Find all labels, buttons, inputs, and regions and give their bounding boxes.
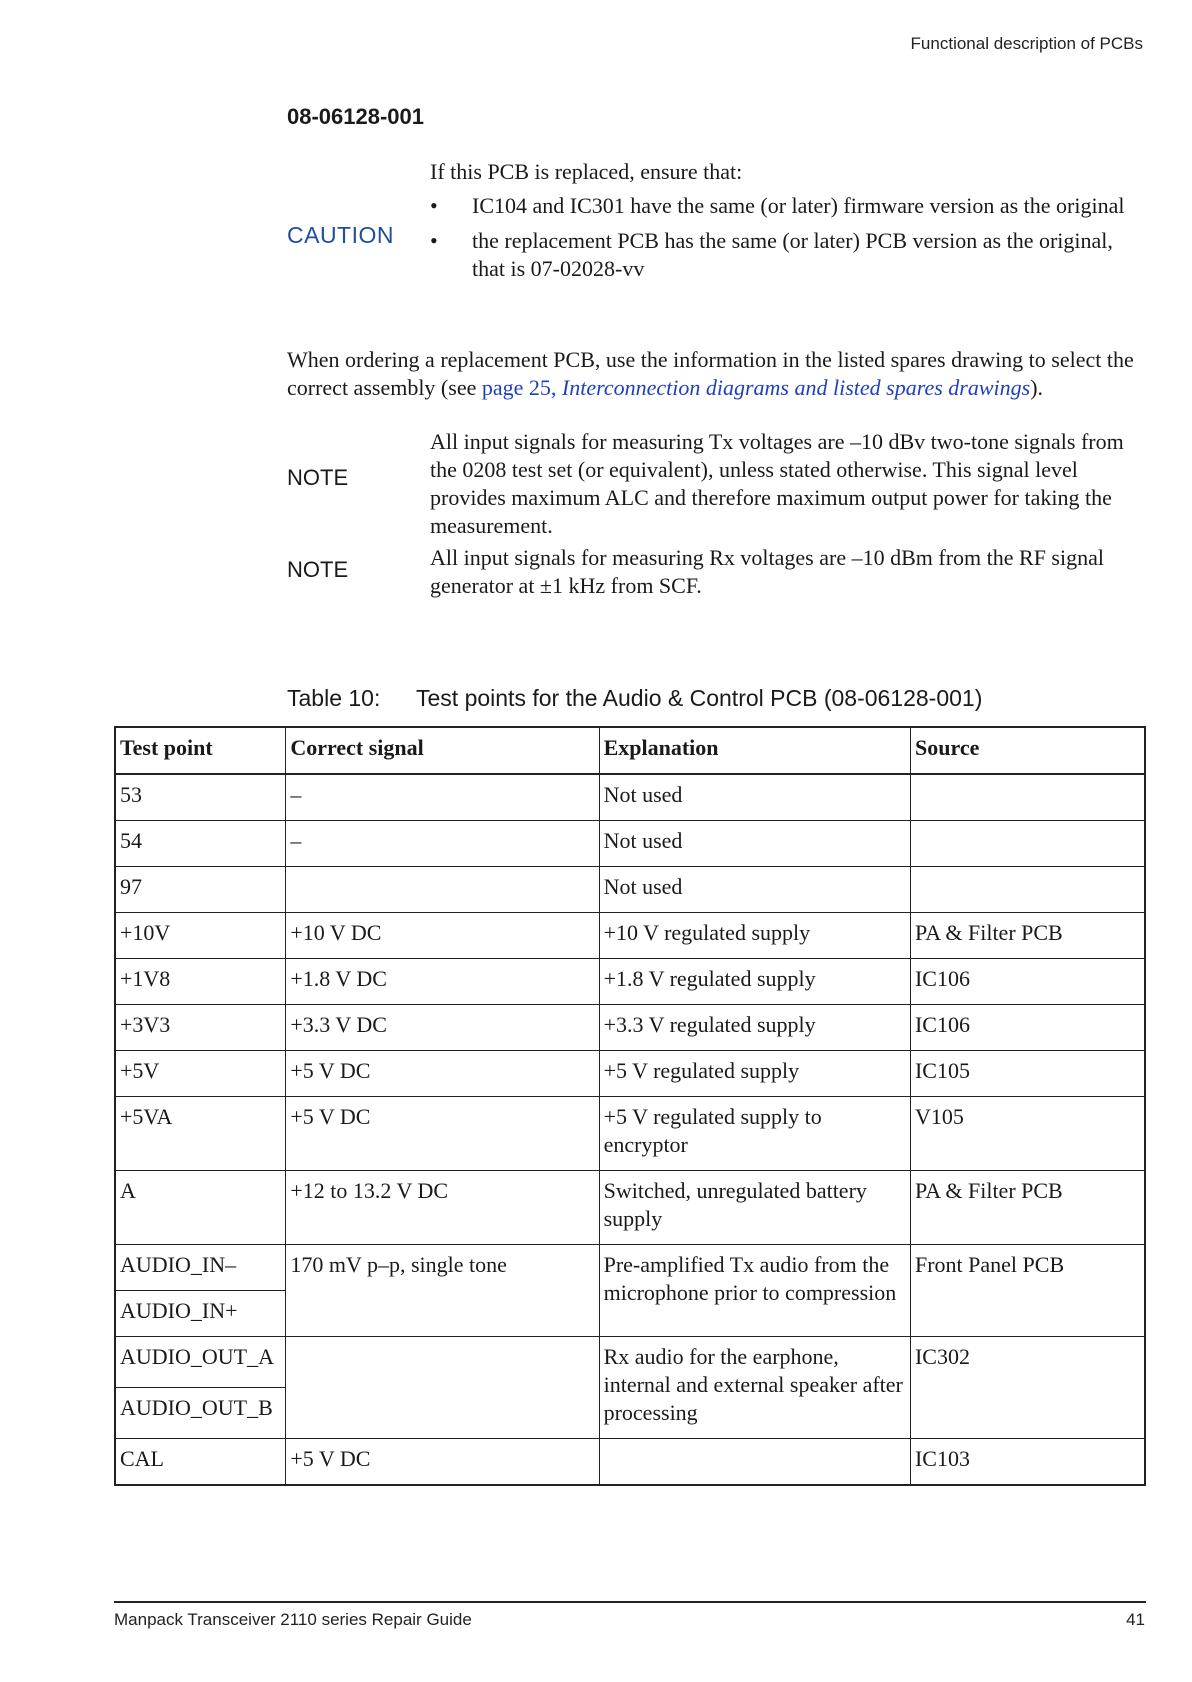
table-row [115,1245,1145,1291]
signal-cell [286,867,599,913]
caution-bullet-text: IC104 and IC301 have the same (or later) firmware version as the original [472,193,1125,218]
source-cell [910,774,1145,821]
table-number: Table 10: [287,685,381,711]
signal-cell: 170 mV p–p, single tone [286,1245,599,1337]
caution-body [430,158,1130,290]
footer-document-title: Manpack Transceiver 2110 series Repair Guide [114,1610,472,1629]
table-row [115,913,1145,959]
signal-cell: +12 to 13.2 V DC [286,1171,599,1245]
caution-bullet-text: the replacement PCB has the same (or later) PCB version as the original, that is 07-02028-vv [472,228,1113,281]
table-row [115,821,1145,867]
explanation-cell: Not used [599,774,910,821]
table-row [115,1439,1145,1486]
test-point-cell: 53 [115,774,286,821]
table-row [115,1051,1145,1097]
bullet-icon: • [430,228,438,253]
note-label: NOTE [287,465,349,490]
note-label: NOTE [287,557,349,582]
test-point-cell: 54 [115,821,286,867]
test-point-cell: 97 [115,867,286,913]
test-point-cell: +10V [115,913,286,959]
caution-bullet-item [430,192,1130,220]
explanation-cell: Not used [599,821,910,867]
note-text-tx: All input signals for measuring Tx voltages are –10 dBv two-tone signals from the 0208 test set (or equivalent), unless stated otherwise. This signal level provides maximum ALC and therefore maximum output power for taking the measurement. [430,429,1124,538]
ordering-text-before: When ordering a replacement PCB, use the information in the listed spares drawing to select the correct assembly (see [287,347,1134,400]
explanation-cell: +1.8 V regulated supply [599,959,910,1005]
test-point-cell: +5VA [115,1097,286,1171]
test-point-cell: CAL [115,1439,286,1486]
table-caption [287,685,982,712]
source-cell: PA & Filter PCB [910,1171,1145,1245]
caution-bullet-item [430,227,1130,283]
test-points-table [114,726,1146,1486]
footer-divider [114,1601,1146,1603]
caution-intro: If this PCB is replaced, ensure that: [430,159,743,184]
explanation-cell: Switched, unregulated battery supply [599,1171,910,1245]
explanation-cell: Not used [599,867,910,913]
column-header: Test point [115,727,286,774]
signal-cell: – [286,774,599,821]
test-point-cell: +3V3 [115,1005,286,1051]
source-cell: IC105 [910,1051,1145,1097]
test-point-cell: AUDIO_OUT_B [115,1388,286,1439]
bullet-icon: • [430,193,438,218]
signal-cell [286,1337,599,1439]
source-cell: IC103 [910,1439,1145,1486]
table-row [115,1097,1145,1171]
test-point-cell: AUDIO_IN– [115,1245,286,1291]
source-cell: PA & Filter PCB [910,913,1145,959]
explanation-cell: +10 V regulated supply [599,913,910,959]
signal-cell: +3.3 V DC [286,1005,599,1051]
page-number: 41 [1126,1610,1145,1629]
signal-cell: +10 V DC [286,913,599,959]
source-cell: Front Panel PCB [910,1245,1145,1337]
column-header: Source [910,727,1145,774]
source-cell: IC302 [910,1337,1145,1439]
caution-label: CAUTION [287,222,394,248]
explanation-cell: +5 V regulated supply to encryptor [599,1097,910,1171]
caution-bullet-list [430,192,1130,283]
column-header: Explanation [599,727,910,774]
ordering-text-after: ). [1030,375,1044,400]
test-point-cell: AUDIO_OUT_A [115,1337,286,1388]
source-cell: V105 [910,1097,1145,1171]
ordering-paragraph [287,346,1147,402]
table-title: Test points for the Audio & Control PCB (08-06128-001) [416,685,983,711]
table-header-row [115,727,1145,774]
table-row [115,774,1145,821]
test-point-cell: A [115,1171,286,1245]
table-row [115,959,1145,1005]
section-reference-link[interactable]: Interconnection diagrams and listed spares drawings [561,375,1031,400]
explanation-cell: Rx audio for the earphone, internal and external speaker after processing [599,1337,910,1439]
source-cell [910,821,1145,867]
test-point-cell: +1V8 [115,959,286,1005]
test-point-cell: +5V [115,1051,286,1097]
source-cell: IC106 [910,959,1145,1005]
link-comma: , [550,375,562,400]
test-point-cell: AUDIO_IN+ [115,1291,286,1337]
running-header: Functional description of PCBs [910,34,1143,53]
table-row [115,1337,1145,1388]
section-title: 08-06128-001 [287,104,425,129]
signal-cell: +1.8 V DC [286,959,599,1005]
explanation-cell: Pre-amplified Tx audio from the microphone prior to compression [599,1245,910,1337]
explanation-cell: +5 V regulated supply [599,1051,910,1097]
signal-cell: +5 V DC [286,1051,599,1097]
explanation-cell [599,1439,910,1486]
table-row [115,1005,1145,1051]
signal-cell: – [286,821,599,867]
table-row [115,867,1145,913]
signal-cell: +5 V DC [286,1439,599,1486]
note-text-rx: All input signals for measuring Rx voltages are –10 dBm from the RF signal generator at ±1 kHz from SCF. [430,545,1104,598]
explanation-cell: +3.3 V regulated supply [599,1005,910,1051]
source-cell [910,867,1145,913]
signal-cell: +5 V DC [286,1097,599,1171]
table-row [115,1171,1145,1245]
column-header: Correct signal [286,727,599,774]
page-reference-link[interactable]: page 25 [481,375,551,400]
source-cell: IC106 [910,1005,1145,1051]
